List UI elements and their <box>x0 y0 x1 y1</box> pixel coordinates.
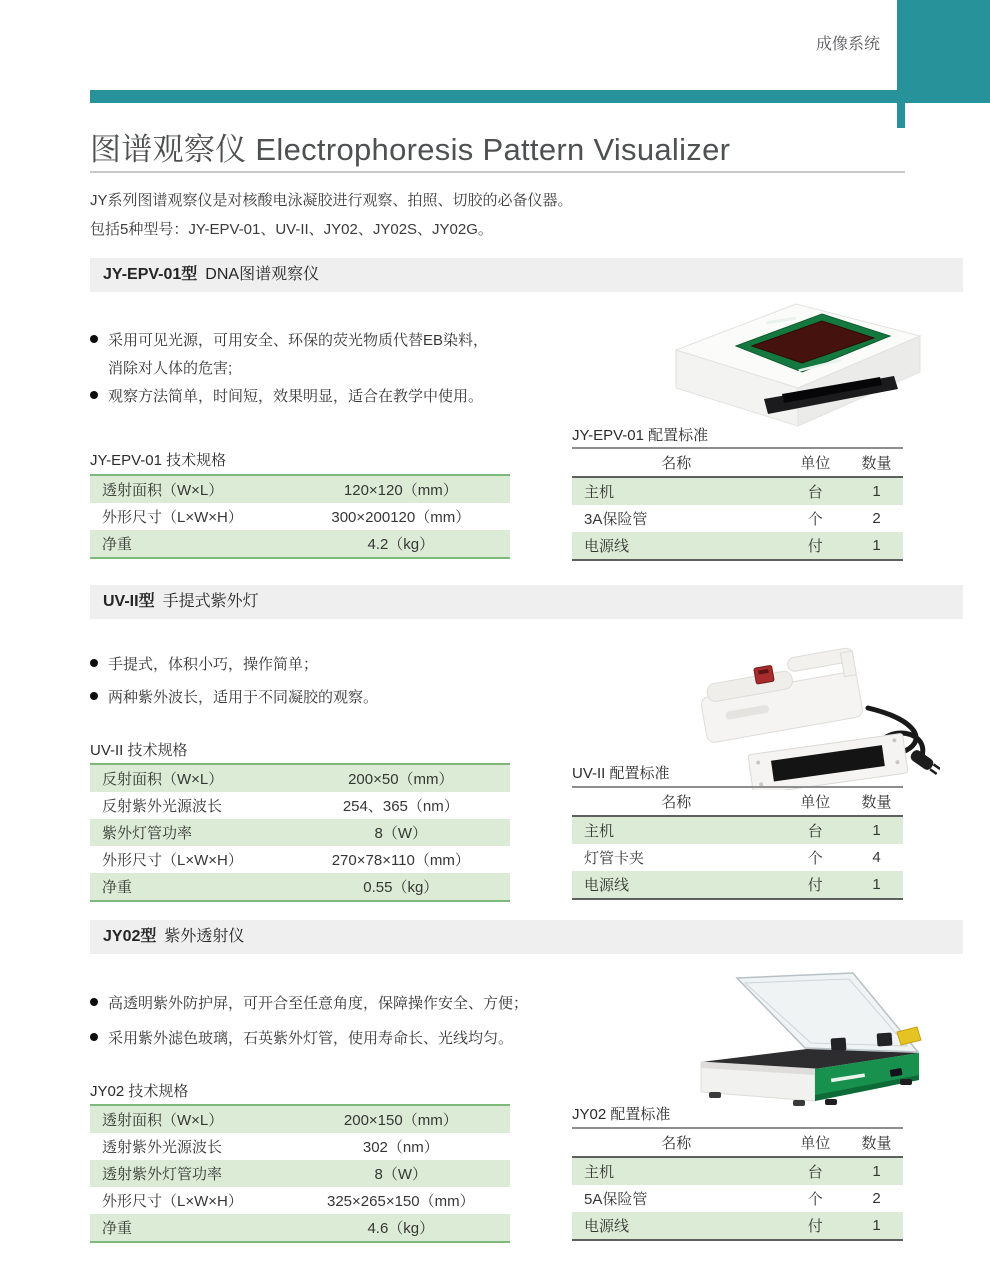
feature-item <box>90 681 570 714</box>
section-header-jy02 <box>90 920 963 954</box>
intro-paragraph <box>90 186 930 244</box>
spec-table-jy02 <box>90 1104 510 1243</box>
feature-list <box>90 327 570 411</box>
intro-line-2: 包括5种型号：JY-EPV-01、UV-II、JY02、JY02S、JY02G。 <box>90 221 493 238</box>
item-qty: 1 <box>872 822 881 839</box>
feature-text: 两种紫外波长，适用于不同凝胶的观察。 <box>108 689 379 706</box>
title-divider <box>90 171 905 173</box>
spec-label: 净重 <box>102 879 133 896</box>
col-header-qty: 数量 <box>861 455 892 472</box>
config-table-title: JY02 配置标准 <box>572 1106 671 1123</box>
section-product-name: DNA图谱观察仪 <box>205 266 320 283</box>
spec-label: 透射面积（W×L） <box>102 1112 224 1129</box>
spec-label: 外形尺寸（L×W×H） <box>102 852 243 869</box>
spec-row <box>90 530 510 557</box>
col-header-unit: 单位 <box>800 1135 831 1152</box>
item-unit: 台 <box>807 823 823 840</box>
config-table-title: UV-II 配置标准 <box>572 765 670 782</box>
item-qty: 4 <box>872 849 881 866</box>
spec-row <box>90 1160 510 1187</box>
spec-value: 270×78×110（mm） <box>331 852 470 869</box>
feature-text: 采用紫外滤色玻璃，石英紫外灯管，使用寿命长、光线均匀。 <box>108 1030 514 1047</box>
spec-label: 透射紫外灯管功率 <box>102 1166 223 1183</box>
col-header-name: 名称 <box>661 794 692 811</box>
spec-table-uv-ii <box>90 763 510 902</box>
config-row <box>572 844 903 871</box>
config-row <box>572 505 903 532</box>
config-table-jy-epv-01 <box>572 447 903 561</box>
product-image-uv-ii <box>672 622 940 790</box>
feature-item <box>90 383 570 411</box>
spec-value: 4.6（kg） <box>367 1220 435 1237</box>
item-unit: 付 <box>807 877 823 894</box>
item-unit: 台 <box>807 484 823 501</box>
item-unit: 台 <box>807 1164 823 1181</box>
spec-value: 8（W） <box>374 1166 428 1183</box>
item-qty: 1 <box>872 537 881 554</box>
spec-row <box>90 765 510 792</box>
bullet-icon <box>90 335 98 343</box>
spec-value: 8（W） <box>374 825 428 842</box>
spec-row <box>90 873 510 900</box>
item-unit: 付 <box>807 538 823 555</box>
item-unit: 个 <box>807 850 823 867</box>
section-model: UV-II型 <box>103 593 155 610</box>
spec-table-title: UV-II 技术规格 <box>90 742 188 759</box>
spec-value: 4.2（kg） <box>367 536 435 553</box>
config-row <box>572 1212 903 1239</box>
spec-label: 外形尺寸（L×W×H） <box>102 509 243 526</box>
item-qty: 1 <box>872 483 881 500</box>
item-name: 5A保险管 <box>584 1191 648 1208</box>
feature-item <box>90 986 650 1021</box>
config-table-title: JY-EPV-01 配置标准 <box>572 427 709 444</box>
bullet-icon <box>90 998 98 1006</box>
product-image-jy-epv-01 <box>648 292 940 430</box>
spec-label: 净重 <box>102 1220 133 1237</box>
feature-item <box>90 1021 650 1056</box>
col-header-unit: 单位 <box>800 455 831 472</box>
spec-row <box>90 819 510 846</box>
spec-label: 反射面积（W×L） <box>102 771 224 788</box>
config-row <box>572 871 903 898</box>
config-row <box>572 532 903 559</box>
spec-label: 净重 <box>102 536 133 553</box>
section-header-uv-ii <box>90 585 963 619</box>
config-row <box>572 817 903 844</box>
page-title: 图谱观察仪 Electrophoresis Pattern Visualizer <box>90 132 731 167</box>
spec-row <box>90 1106 510 1133</box>
config-row <box>572 478 903 505</box>
item-unit: 个 <box>807 511 823 528</box>
item-name: 主机 <box>584 484 615 501</box>
spec-table-jy-epv-01 <box>90 474 510 559</box>
chapter-label: 成像系统 <box>815 36 880 53</box>
teal-accent-bar <box>90 90 905 103</box>
spec-value: 200×150（mm） <box>343 1112 458 1129</box>
item-name: 电源线 <box>584 538 630 555</box>
config-row <box>572 1185 903 1212</box>
spec-label: 反射紫外光源波长 <box>102 798 223 815</box>
item-name: 3A保险管 <box>584 511 648 528</box>
item-qty: 1 <box>872 1163 881 1180</box>
item-qty: 2 <box>872 1190 881 1207</box>
spec-value: 200×50（mm） <box>348 771 454 788</box>
product-image-jy02 <box>685 970 940 1108</box>
spec-label: 紫外灯管功率 <box>102 825 193 842</box>
feature-item <box>90 648 570 681</box>
spec-value: 0.55（kg） <box>363 879 439 896</box>
config-table-uv-ii <box>572 786 903 900</box>
feature-item-continuation <box>90 355 570 383</box>
feature-text: 手提式，体积小巧，操作简单； <box>108 656 319 673</box>
config-table-header <box>572 788 903 817</box>
bullet-icon <box>90 659 98 667</box>
item-unit: 个 <box>807 1191 823 1208</box>
feature-list <box>90 648 570 714</box>
intro-line-1: JY系列图谱观察仪是对核酸电泳凝胶进行观察、拍照、切胶的必备仪器。 <box>90 192 573 209</box>
config-table-jy02 <box>572 1127 903 1241</box>
item-name: 电源线 <box>584 1218 630 1235</box>
col-header-qty: 数量 <box>861 1135 892 1152</box>
feature-item <box>90 327 570 355</box>
spec-label: 透射紫外光源波长 <box>102 1139 223 1156</box>
spec-label: 外形尺寸（L×W×H） <box>102 1193 243 1210</box>
spec-value: 300×200120（mm） <box>331 509 471 526</box>
feature-text: 采用可见光源，可用安全、环保的荧光物质代替EB染料， <box>108 332 489 349</box>
config-row <box>572 1158 903 1185</box>
item-qty: 1 <box>872 1217 881 1234</box>
bullet-icon <box>90 391 98 399</box>
spec-table-title: JY-EPV-01 技术规格 <box>90 452 227 469</box>
spec-row <box>90 1133 510 1160</box>
spec-value: 120×120（mm） <box>343 482 458 499</box>
spec-row <box>90 792 510 819</box>
item-name: 主机 <box>584 823 615 840</box>
item-name: 灯管卡夹 <box>584 850 645 867</box>
feature-text: 高透明紫外防护屏，可开合至任意角度，保障操作安全、方便； <box>108 995 529 1012</box>
feature-text: 观察方法简单，时间短，效果明显，适合在教学中使用。 <box>108 388 484 405</box>
spec-label: 透射面积（W×L） <box>102 482 224 499</box>
col-header-name: 名称 <box>661 455 692 472</box>
spec-row <box>90 1214 510 1241</box>
item-name: 主机 <box>584 1164 615 1181</box>
bullet-icon <box>90 1033 98 1041</box>
feature-text: 消除对人体的危害; <box>108 360 233 377</box>
col-header-qty: 数量 <box>861 794 892 811</box>
config-table-header <box>572 1129 903 1158</box>
item-name: 电源线 <box>584 877 630 894</box>
item-unit: 付 <box>807 1218 823 1235</box>
spec-row <box>90 1187 510 1214</box>
spec-table-title: JY02 技术规格 <box>90 1083 189 1100</box>
teal-corner-decoration <box>897 0 990 103</box>
section-product-name: 紫外透射仪 <box>164 928 245 945</box>
col-header-unit: 单位 <box>800 794 831 811</box>
spec-row <box>90 476 510 503</box>
section-product-name: 手提式紫外灯 <box>162 593 259 610</box>
spec-value: 325×265×150（mm） <box>327 1193 475 1210</box>
item-qty: 1 <box>872 876 881 893</box>
section-header-jy-epv-01 <box>90 258 963 292</box>
col-header-name: 名称 <box>661 1135 692 1152</box>
spec-row <box>90 846 510 873</box>
spec-value: 254、365（nm） <box>342 798 459 815</box>
section-model: JY02型 <box>103 928 157 945</box>
bullet-icon <box>90 692 98 700</box>
section-model: JY-EPV-01型 <box>103 266 198 283</box>
feature-list <box>90 986 650 1056</box>
config-table-header <box>572 449 903 478</box>
item-qty: 2 <box>872 510 881 527</box>
spec-value: 302（nm） <box>362 1139 439 1156</box>
spec-row <box>90 503 510 530</box>
